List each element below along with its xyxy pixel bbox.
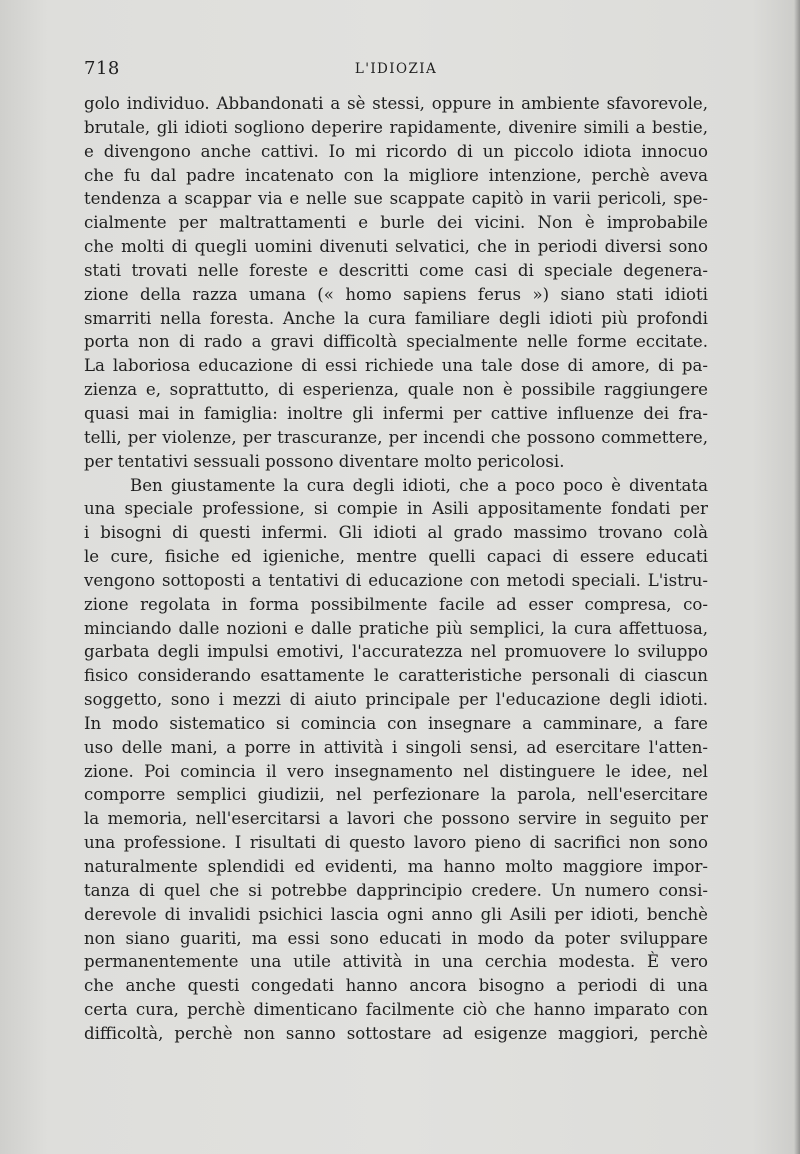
text-line: una speciale professione, si compie in Asili appositamente fondati per bbox=[84, 499, 708, 519]
text-line: naturalmente splendidi ed evidenti, ma hanno molto maggiore impor- bbox=[84, 857, 708, 876]
text-line: zione della razza umana (« homo sapiens ferus ») siano stati idioti bbox=[84, 284, 708, 304]
text-line: certa cura, perchè dimenticano facilmente ciò che hanno imparato con bbox=[84, 1000, 708, 1020]
text-line: smarriti nella foresta. Anche la cura familiare degli idioti più profondi bbox=[84, 308, 708, 328]
text-line: tanza di quel che si potrebbe dapprincipio credere. Un numero consi- bbox=[84, 880, 708, 900]
text-line: brutale, gli idioti sogliono deperire rapidamente, divenire simili a bestie, bbox=[84, 117, 708, 137]
text-line: una professione. I risultati di questo lavoro pieno di sacrifici non sono bbox=[84, 833, 708, 853]
text-line: La laboriosa educazione di essi richiede una tale dose di amore, di pa- bbox=[84, 356, 708, 376]
text-line: zione. Poi comincia il vero insegnamento nel distinguere le idee, nel bbox=[84, 761, 708, 781]
text-line: uso delle mani, a porre in attività i singoli sensi, ad esercitare l'atten- bbox=[84, 737, 708, 757]
text-line: che fu dal padre incatenato con la migliore intenzione, perchè aveva bbox=[84, 165, 708, 185]
page-number: 718 bbox=[84, 58, 120, 79]
text-line: le cure, fisiche ed igieniche, mentre quelli capaci di essere educati bbox=[84, 547, 708, 567]
running-title: L'IDIOZIA bbox=[354, 61, 438, 77]
text-line: comporre semplici giudizii, nel perfezionare la parola, nell'esercitare bbox=[84, 785, 708, 805]
text-line: In modo sistematico si comincia con insegnare a camminare, a fare bbox=[84, 713, 708, 733]
text-line: i bisogni di questi infermi. Gli idioti al grado massimo trovano colà bbox=[84, 523, 708, 543]
text-line: telli, per violenze, per trascuranze, per incendi che possono commettere, bbox=[84, 427, 708, 447]
text-line: per tentativi sessuali possono diventare molto pericolosi. bbox=[84, 451, 565, 471]
body-text bbox=[84, 92, 708, 1046]
text-line: la memoria, nell'esercitarsi a lavori che possono servire in seguito per bbox=[84, 809, 708, 829]
text-line: permanentemente una utile attività in una cerchia modesta. È vero bbox=[84, 952, 708, 972]
text-line: soggetto, sono i mezzi di aiuto principale per l'educazione degli idioti. bbox=[84, 690, 708, 710]
text-line: garbata degli impulsi emotivi, l'accuratezza nel promuovere lo sviluppo bbox=[84, 642, 708, 662]
text-line: derevole di invalidi psichici lascia ogni anno gli Asili per idioti, benchè bbox=[84, 904, 708, 924]
text-line: zione regolata in forma possibilmente facile ad esser compresa, co- bbox=[84, 594, 708, 614]
text-line: difficoltà, perchè non sanno sottostare ad esigenze maggiori, perchè bbox=[84, 1023, 708, 1043]
text-line: minciando dalle nozioni e dalle pratiche più semplici, la cura affettuosa, bbox=[84, 618, 708, 638]
page-header bbox=[84, 58, 708, 84]
text-line: vengono sottoposti a tentativi di educazione con metodi speciali. L'istru- bbox=[84, 570, 708, 590]
text-line: quasi mai in famiglia: inoltre gli infermi per cattive influenze dei fra- bbox=[84, 403, 708, 423]
text-line: fisico considerando esattamente le caratteristiche personali di ciascun bbox=[84, 666, 708, 686]
text-line: golo individuo. Abbandonati a sè stessi, oppure in ambiente sfavorevole, bbox=[84, 94, 708, 113]
text-line: cialmente per maltrattamenti e burle dei vicini. Non è improbabile bbox=[84, 213, 708, 233]
paragraph-start-line: Ben giustamente la cura degli idioti, che a poco poco è diventata bbox=[130, 475, 708, 495]
text-line: tendenza a scappar via e nelle sue scappate capitò in varii pericoli, spe- bbox=[84, 189, 708, 209]
text-line: che molti di quegli uomini divenuti selvatici, che in periodi diversi sono bbox=[84, 237, 708, 257]
page-edge-shadow bbox=[794, 0, 800, 1154]
text-line: non siano guariti, ma essi sono educati in modo da poter sviluppare bbox=[84, 928, 708, 948]
text-line: e divengono anche cattivi. Io mi ricordo di un piccolo idiota innocuo bbox=[84, 141, 708, 161]
text-line: zienza e, soprattutto, di esperienza, quale non è possibile raggiungere bbox=[84, 380, 708, 400]
text-line: porta non di rado a gravi difficoltà specialmente nelle forme eccitate. bbox=[84, 332, 708, 352]
text-line: stati trovati nelle foreste e descritti come casi di speciale degenera- bbox=[84, 260, 708, 280]
text-line: che anche questi congedati hanno ancora bisogno a periodi di una bbox=[84, 976, 708, 996]
